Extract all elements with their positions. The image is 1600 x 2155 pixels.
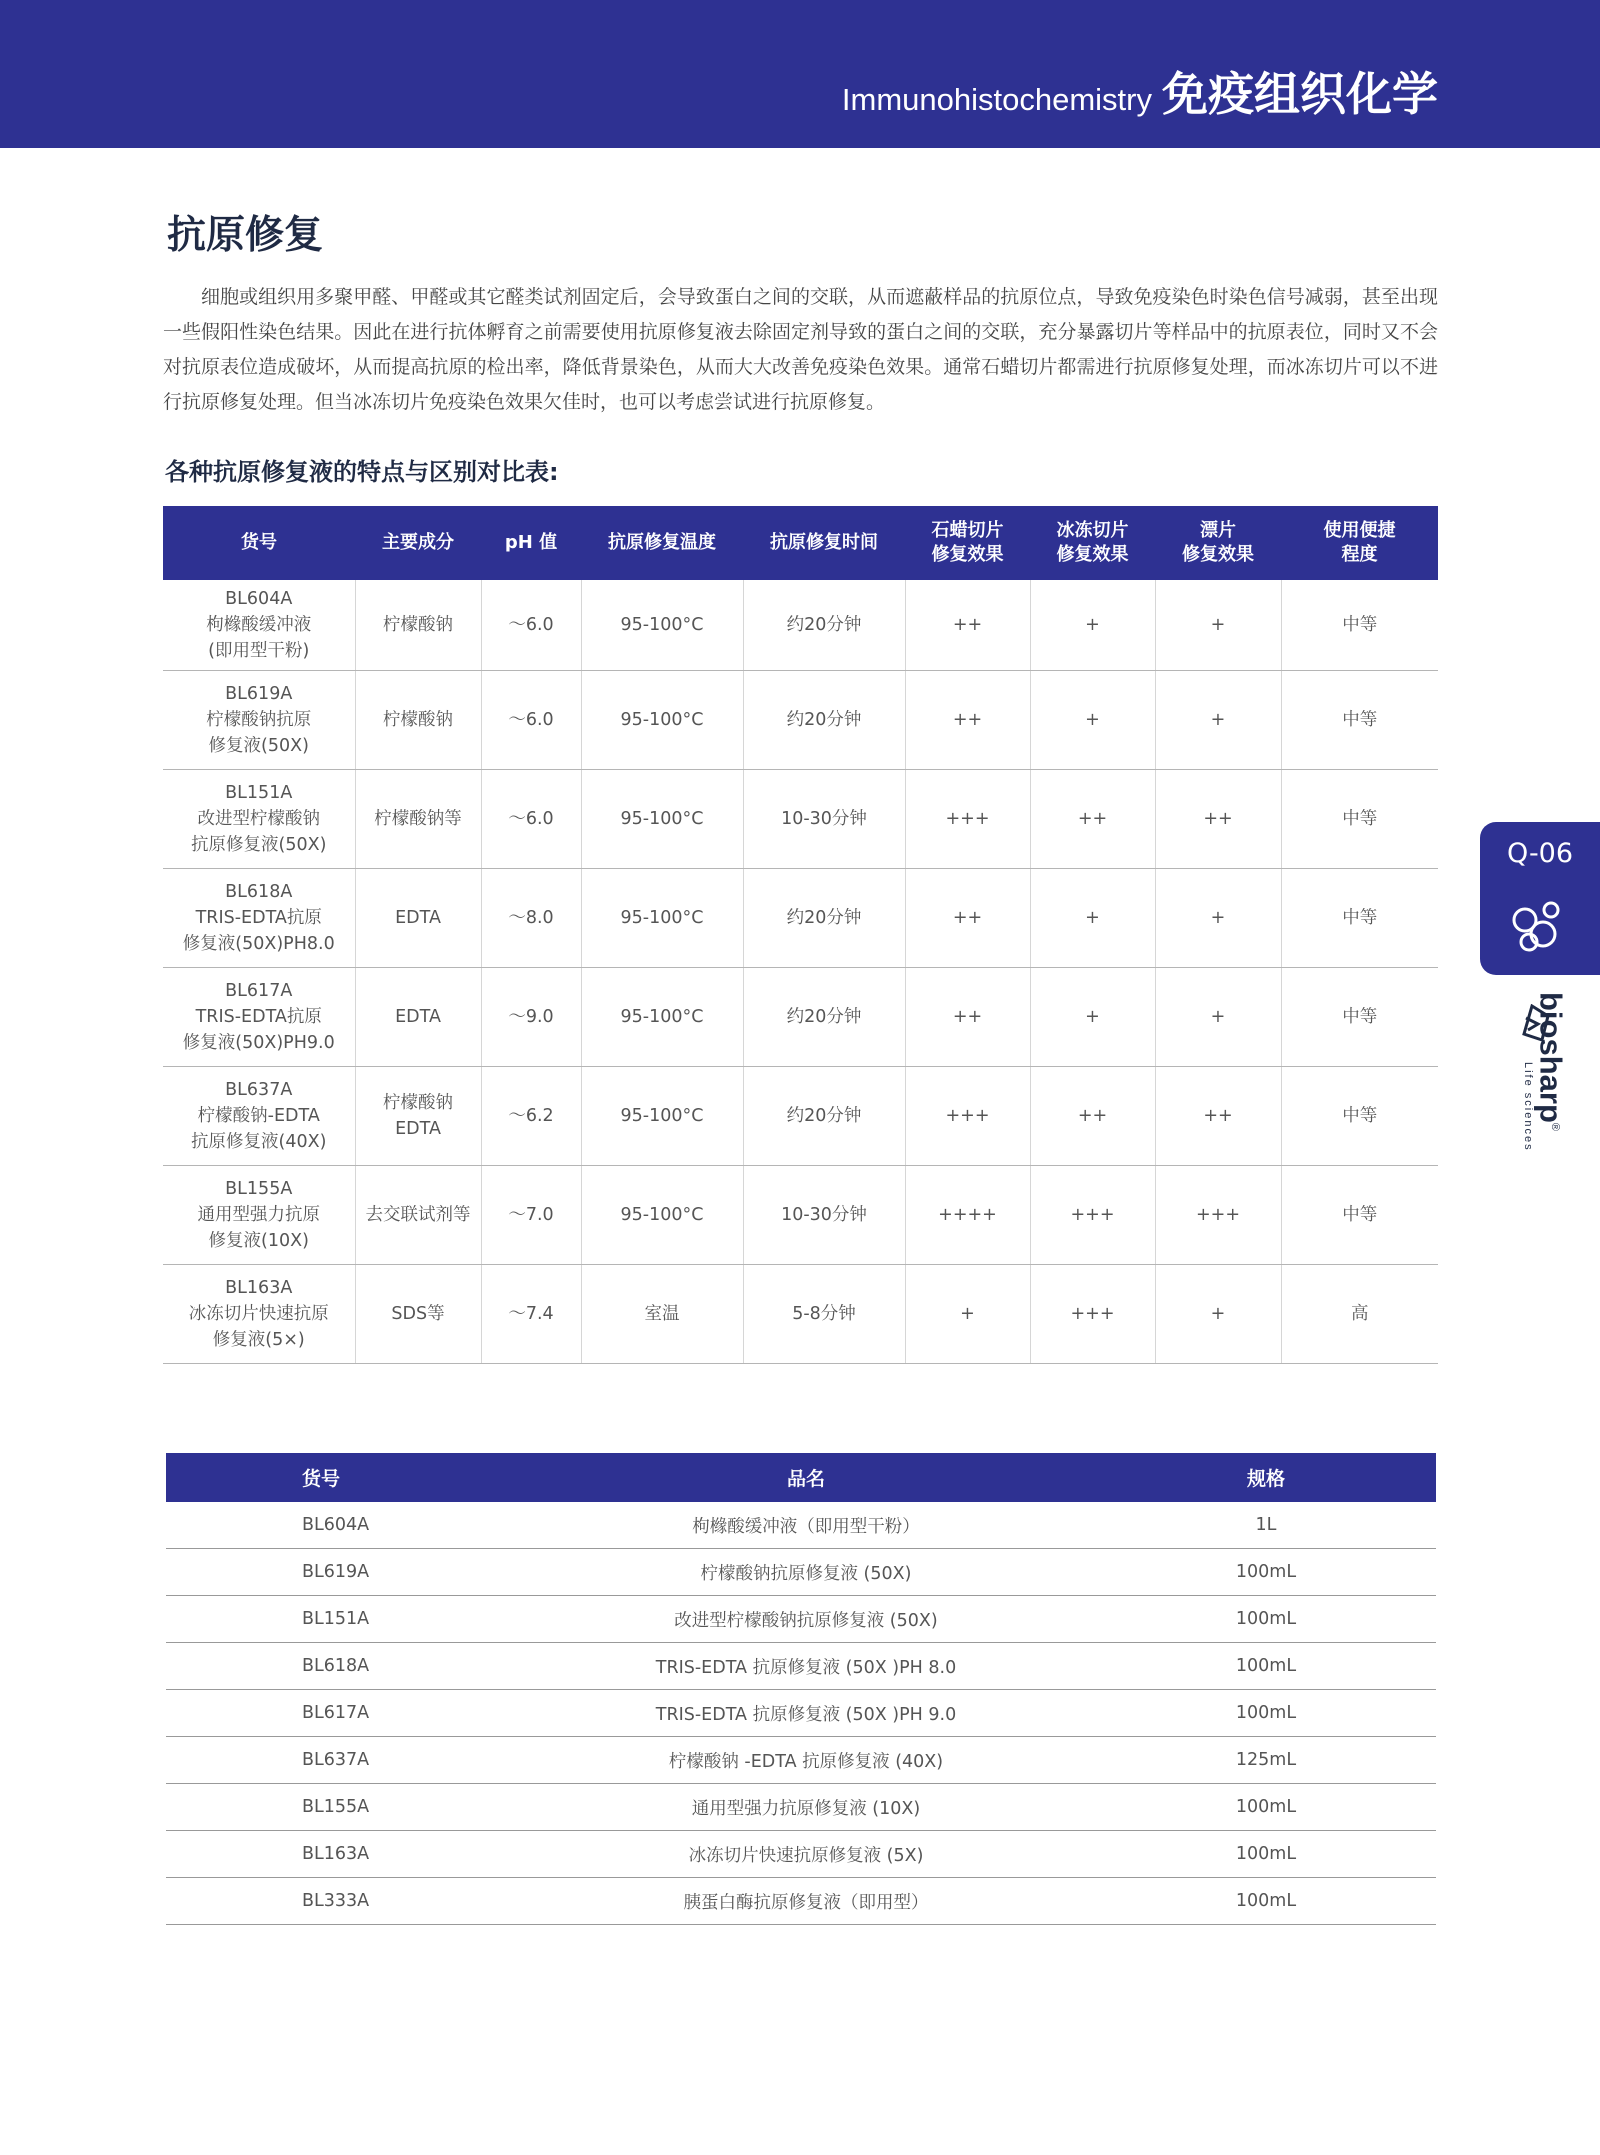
comparison-cell-time: 约20分钟 [743,967,905,1066]
comparison-cell-temp: 95-100°C [581,670,743,769]
comparison-cell-component [355,670,481,769]
comparison-title: 各种抗原修复液的特点与区别对比表: [165,458,559,486]
comparison-cell-temp: 95-100°C [581,868,743,967]
comparison-cell-component [355,1165,481,1264]
spec-cell-name: 柠檬酸钠抗原修复液 (50X) [516,1549,1096,1596]
comparison-cell-component [355,1066,481,1165]
comparison-cell-line: 柠檬酸钠 [383,614,453,635]
comparison-header-cell [355,506,481,580]
brand-name [1534,992,1572,1192]
comparison-header-cell [1281,506,1438,580]
spec-cell-code: BL604A [166,1502,516,1549]
comparison-cell-line: BL618A [225,881,293,902]
comparison-cell-component [355,769,481,868]
comparison-row [163,670,1438,769]
spec-cell-size: 1L [1096,1502,1436,1549]
spec-cell-code: BL155A [166,1784,516,1831]
comparison-cell-ease: 高 [1281,1264,1438,1363]
comparison-row [163,1165,1438,1264]
comparison-header-line: 使用便捷 [1323,520,1396,541]
comparison-row [163,1066,1438,1165]
comparison-cell-time: 约20分钟 [743,1066,905,1165]
comparison-row [163,868,1438,967]
spec-cell-size: 100mL [1096,1878,1436,1925]
comparison-cell-line: 修复液(50X)PH8.0 [182,933,335,954]
spec-cell-code: BL617A [166,1690,516,1737]
comparison-cell-paraffin: ++ [905,967,1030,1066]
comparison-cell-time: 约20分钟 [743,868,905,967]
comparison-cell-floating: + [1155,670,1281,769]
comparison-cell-line: 修复液(5×) [212,1329,305,1350]
spec-cell-code: BL333A [166,1878,516,1925]
spec-cell-size: 100mL [1096,1596,1436,1643]
comparison-cell-product [163,1165,355,1264]
spec-row [166,1690,1436,1737]
spec-header-code: 货号 [166,1453,516,1502]
comparison-cell-line: (即用型干粉) [208,640,310,661]
comparison-cell-temp: 95-100°C [581,1165,743,1264]
comparison-header-line: 抗原修复温度 [608,532,716,553]
comparison-header-line: 冰冻切片 [1056,520,1129,541]
comparison-cell-ease: 中等 [1281,1066,1438,1165]
comparison-cell-ease: 中等 [1281,967,1438,1066]
spec-cell-name: 枸橼酸缓冲液（即用型干粉） [516,1502,1096,1549]
comparison-cell-line: BL604A [225,588,293,609]
comparison-cell-ph: ～6.0 [481,580,581,670]
comparison-cell-ph: ～8.0 [481,868,581,967]
comparison-header-line: 修复效果 [931,544,1004,565]
comparison-cell-line: 柠檬酸钠等 [374,808,462,829]
comparison-cell-ease: 中等 [1281,868,1438,967]
comparison-cell-paraffin: ++ [905,580,1030,670]
comparison-table [163,506,1438,1364]
spec-cell-size: 100mL [1096,1831,1436,1878]
comparison-header-cell [905,506,1030,580]
spec-cell-size: 100mL [1096,1549,1436,1596]
comparison-cell-ph: ～6.0 [481,769,581,868]
comparison-cell-line: 去交联试剂等 [365,1204,471,1225]
spec-cell-size: 125mL [1096,1737,1436,1784]
comparison-cell-component [355,967,481,1066]
comparison-cell-time: 约20分钟 [743,670,905,769]
comparison-cell-floating: + [1155,967,1281,1066]
spec-cell-code: BL619A [166,1549,516,1596]
comparison-cell-floating: + [1155,1264,1281,1363]
comparison-header-line: 货号 [241,532,277,553]
comparison-header-row [163,506,1438,580]
comparison-header-line: 抗原修复时间 [770,532,878,553]
comparison-cell-time: 10-30分钟 [743,769,905,868]
comparison-header-cell [1155,506,1281,580]
comparison-cell-product [163,1066,355,1165]
comparison-cell-product [163,670,355,769]
header-band [0,0,1600,148]
spec-cell-code: BL637A [166,1737,516,1784]
spec-row [166,1831,1436,1878]
comparison-header-cell [481,506,581,580]
comparison-header-cell [1030,506,1155,580]
comparison-cell-ease: 中等 [1281,580,1438,670]
comparison-row [163,967,1438,1066]
comparison-cell-paraffin: +++ [905,769,1030,868]
comparison-cell-frozen: + [1030,967,1155,1066]
comparison-cell-component [355,1264,481,1363]
comparison-row [163,1264,1438,1363]
spec-body [166,1502,1436,1925]
comparison-cell-line: BL155A [225,1178,293,1199]
comparison-cell-line: SDS等 [391,1303,445,1324]
spec-row [166,1502,1436,1549]
comparison-cell-temp: 95-100°C [581,769,743,868]
comparison-header-line: 修复效果 [1056,544,1129,565]
comparison-cell-line: EDTA [395,1118,441,1139]
intro-paragraph: 细胞或组织用多聚甲醛、甲醛或其它醛类试剂固定后，会导致蛋白之间的交联，从而遮蔽样品的抗原位点，导致免疫染色时染色信号减弱，甚至出现一些假阳性染色结果。因此在进行抗体孵育之前需要使用抗原修复液去除固定剂导致的蛋白之间的交联，充分暴露切片等样品中的抗原表位，同时又不会对抗原表位造成破坏，从而提高抗原的检出率，降低背景染色，从而大大改善免疫染色效果。通常石蜡切片都需进行抗原修复处理，而冰冻切片可以不进行抗原修复处理。但当冰冻切片免疫染色效果欠佳时，也可以考虑尝试进行抗原修复。 [163,286,1438,413]
brand-mark: ® [1549,1122,1561,1132]
spec-header-name: 品名 [516,1453,1096,1502]
comparison-cell-product [163,1264,355,1363]
spec-cell-code: BL618A [166,1643,516,1690]
spec-cell-name: 冰冻切片快速抗原修复液 (5X) [516,1831,1096,1878]
comparison-cell-line: BL617A [225,980,293,1001]
comparison-cell-paraffin: ++ [905,670,1030,769]
comparison-cell-ph: ～9.0 [481,967,581,1066]
comparison-cell-line: TRIS-EDTA抗原 [195,907,322,928]
comparison-cell-line: 修复液(50X) [208,735,309,756]
comparison-cell-product [163,967,355,1066]
comparison-header-cell [743,506,905,580]
spec-row [166,1549,1436,1596]
comparison-cell-line: 柠檬酸钠抗原 [206,709,312,730]
comparison-cell-temp: 95-100°C [581,967,743,1066]
side-tab-code: Q-06 [1506,838,1574,869]
comparison-cell-line: TRIS-EDTA抗原 [195,1006,322,1027]
comparison-cell-floating: + [1155,868,1281,967]
comparison-cell-time: 5-8分钟 [743,1264,905,1363]
spec-cell-name: 改进型柠檬酸钠抗原修复液 (50X) [516,1596,1096,1643]
brand-name-text: biosharp [1533,992,1569,1123]
comparison-header-line: 程度 [1341,544,1378,565]
comparison-cell-ease: 中等 [1281,670,1438,769]
comparison-cell-line: 抗原修复液(50X) [191,834,327,855]
comparison-cell-paraffin: +++ [905,1066,1030,1165]
comparison-cell-ph: ～7.0 [481,1165,581,1264]
spec-cell-name: 柠檬酸钠 -EDTA 抗原修复液 (40X) [516,1737,1096,1784]
comparison-cell-frozen: +++ [1030,1264,1155,1363]
spec-cell-code: BL163A [166,1831,516,1878]
comparison-cell-line: 修复液(10X) [208,1230,309,1251]
spec-cell-code: BL151A [166,1596,516,1643]
comparison-cell-ph: ～7.4 [481,1264,581,1363]
comparison-cell-line: 枸橼酸缓冲液 [206,614,312,635]
comparison-cell-line: 柠檬酸钠 [383,709,453,730]
comparison-cell-paraffin: ++ [905,868,1030,967]
spec-cell-name: TRIS-EDTA 抗原修复液 (50X )PH 9.0 [516,1690,1096,1737]
comparison-cell-component [355,868,481,967]
comparison-header-line: 漂片 [1200,520,1236,541]
comparison-cell-line: 抗原修复液(40X) [191,1131,327,1152]
spec-table [166,1453,1436,1925]
comparison-cell-floating: + [1155,580,1281,670]
brand-logo [1508,992,1569,1184]
comparison-cell-frozen: ++ [1030,1066,1155,1165]
comparison-cell-line: BL163A [225,1277,293,1298]
comparison-cell-line: EDTA [395,907,441,928]
comparison-cell-line: 柠檬酸钠-EDTA [197,1105,320,1126]
comparison-row [163,580,1438,670]
comparison-body [163,580,1438,1363]
comparison-cell-temp: 95-100°C [581,1066,743,1165]
comparison-header-line: 石蜡切片 [931,520,1004,541]
comparison-cell-ease: 中等 [1281,769,1438,868]
comparison-cell-line: EDTA [395,1006,441,1027]
comparison-cell-product [163,868,355,967]
spec-cell-name: 通用型强力抗原修复液 (10X) [516,1784,1096,1831]
spec-row [166,1596,1436,1643]
comparison-cell-temp: 95-100°C [581,580,743,670]
comparison-cell-temp: 室温 [581,1264,743,1363]
comparison-cell-component [355,580,481,670]
spec-row [166,1784,1436,1831]
comparison-cell-time: 约20分钟 [743,580,905,670]
comparison-cell-frozen: + [1030,580,1155,670]
comparison-cell-paraffin: + [905,1264,1030,1363]
side-tab [1480,822,1600,975]
comparison-cell-line: 修复液(50X)PH9.0 [182,1032,335,1053]
comparison-header-cell [163,506,355,580]
comparison-cell-floating: ++ [1155,769,1281,868]
spec-row [166,1737,1436,1784]
spec-row [166,1643,1436,1690]
comparison-cell-line: 改进型柠檬酸钠 [197,808,320,829]
comparison-cell-line: BL619A [225,683,293,704]
comparison-header-line: 修复效果 [1182,544,1254,565]
comparison-cell-ph: ～6.2 [481,1066,581,1165]
comparison-header-line: pH 值 [504,532,558,553]
comparison-cell-paraffin: ++++ [905,1165,1030,1264]
spec-header-size: 规格 [1096,1453,1436,1502]
comparison-cell-line: BL637A [225,1079,293,1100]
header-title [841,58,1438,121]
comparison-cell-line: 冰冻切片快速抗原 [188,1303,329,1324]
spec-cell-size: 100mL [1096,1690,1436,1737]
spec-cell-size: 100mL [1096,1784,1436,1831]
comparison-cell-frozen: ++ [1030,769,1155,868]
molecule-icon [1505,898,1567,960]
header-title-en: Immunohistochemistry [841,82,1152,117]
comparison-cell-frozen: + [1030,670,1155,769]
comparison-cell-frozen: + [1030,868,1155,967]
page-title: 抗原修复 [167,213,324,258]
spec-cell-name: TRIS-EDTA 抗原修复液 (50X )PH 8.0 [516,1643,1096,1690]
comparison-cell-floating: +++ [1155,1165,1281,1264]
brand-tagline: Life sciences [1521,1062,1534,1152]
comparison-cell-frozen: +++ [1030,1165,1155,1264]
comparison-header-cell [581,506,743,580]
comparison-header-line: 主要成分 [382,532,454,553]
spec-cell-name: 胰蛋白酶抗原修复液（即用型） [516,1878,1096,1925]
comparison-cell-line: 通用型强力抗原 [197,1204,320,1225]
comparison-cell-product [163,769,355,868]
comparison-row [163,769,1438,868]
comparison-cell-line: BL151A [225,782,293,803]
comparison-cell-product [163,580,355,670]
comparison-cell-floating: ++ [1155,1066,1281,1165]
brand-text [1520,992,1572,1192]
spec-row [166,1878,1436,1925]
comparison-cell-line: 柠檬酸钠 [383,1092,453,1113]
comparison-cell-ph: ～6.0 [481,670,581,769]
header-title-zh: 免疫组织化学 [1162,67,1438,121]
spec-header-row [166,1453,1436,1502]
spec-cell-size: 100mL [1096,1643,1436,1690]
comparison-cell-ease: 中等 [1281,1165,1438,1264]
comparison-cell-time: 10-30分钟 [743,1165,905,1264]
